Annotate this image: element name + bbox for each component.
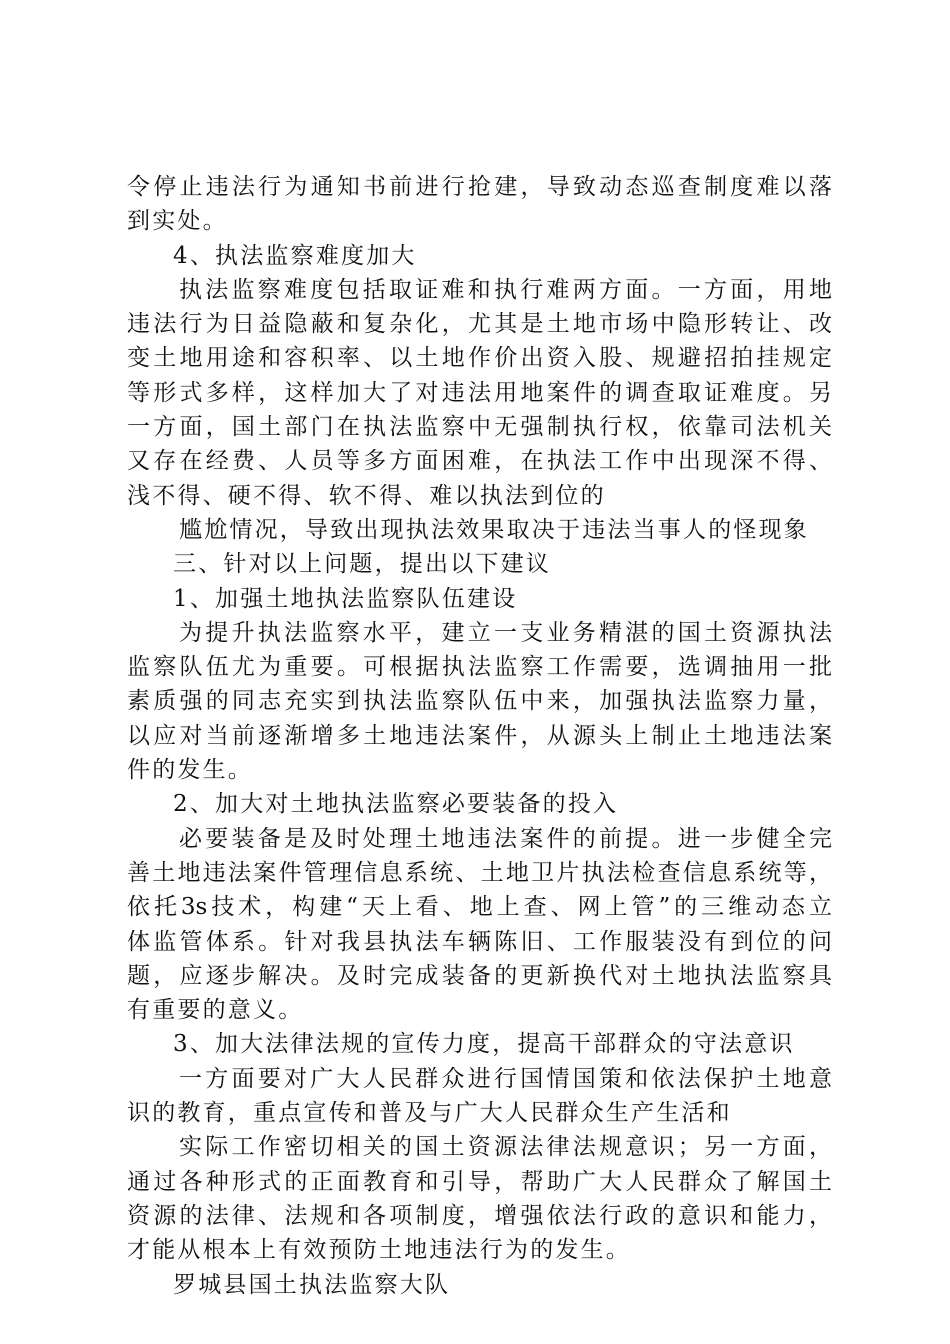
body-text-line: 素质强的同志充实到执法监察队伍中来，加强执法监察力量， — [127, 688, 832, 715]
body-text-line: 以应对当前逐渐增多土地违法案件，从源头上制止土地违法案 — [127, 722, 832, 749]
body-text-line: 浅不得、硬不得、软不得、难以执法到位的 — [127, 482, 606, 509]
body-text-line: 资源的法律、法规和各项制度，增强依法行政的意识和能力， — [127, 1202, 832, 1229]
section-heading: 三、针对以上问题，提出以下建议 — [173, 551, 551, 578]
body-text-line: 实际工作密切相关的国土资源法律法规意识；另一方面， — [179, 1134, 832, 1161]
section-heading: 4、执法监察难度加大 — [173, 242, 417, 269]
body-text-line: 变土地用途和容积率、以土地作价出资入股、规避招拍挂规定 — [127, 345, 832, 372]
body-text-line: 体监管体系。针对我县执法车辆陈旧、工作服装没有到位的问 — [127, 928, 832, 955]
body-text-line: 监察队伍尤为重要。可根据执法监察工作需要，选调抽用一批 — [127, 654, 832, 681]
body-text-line: 又存在经费、人员等多方面困难，在执法工作中出现深不得、 — [127, 448, 832, 475]
body-text-line: 等形式多样，这样加大了对违法用地案件的调查取证难度。另 — [127, 379, 832, 406]
body-text-line: 到实处。 — [127, 208, 228, 235]
signature-line: 罗城县国土执法监察大队 — [173, 1271, 451, 1298]
section-heading: 2、加大对土地执法监察必要装备的投入 — [173, 791, 619, 818]
body-text-line: 有重要的意义。 — [127, 997, 304, 1024]
body-text-line: 令停止违法行为通知书前进行抢建，导致动态巡查制度难以落 — [127, 174, 832, 200]
body-text-line: 为提升执法监察水平，建立一支业务精湛的国土资源执法 — [179, 619, 832, 646]
body-text-line: 执法监察难度包括取证难和执行难两方面。一方面，用地 — [179, 276, 832, 303]
body-text-line: 通过各种形式的正面教育和引导，帮助广大人民群众了解国土 — [127, 1168, 832, 1195]
body-text-line: 必要装备是及时处理土地违法案件的前提。进一步健全完 — [179, 825, 832, 852]
section-heading: 1、加强土地执法监察队伍建设 — [173, 585, 518, 612]
section-heading: 3、加大法律法规的宣传力度，提高干部群众的守法意识 — [173, 1031, 795, 1058]
body-text-line: 违法行为日益隐蔽和复杂化，尤其是土地市场中隐形转让、改 — [127, 311, 832, 338]
body-text-line: 善土地违法案件管理信息系统、土地卫片执法检查信息系统等， — [127, 859, 832, 886]
body-text-line: 题，应逐步解决。及时完成装备的更新换代对土地执法监察具 — [127, 962, 832, 989]
body-text-line: 件的发生。 — [127, 757, 253, 784]
body-text-line: 一方面，国土部门在执法监察中无强制执行权，依靠司法机关 — [127, 414, 832, 441]
body-text-line: 一方面要对广大人民群众进行国情国策和依法保护土地意 — [179, 1065, 832, 1092]
body-text-line: 依托3s技术，构建“天上看、地上查、网上管”的三维动态立 — [127, 894, 832, 921]
body-text-line: 尴尬情况，导致出现执法效果取决于违法当事人的怪现象 — [179, 516, 809, 543]
body-text-line: 识的教育，重点宣传和普及与广大人民群众生产生活和 — [127, 1100, 732, 1127]
document-body — [127, 170, 832, 1302]
body-text-line: 才能从根本上有效预防土地违法行为的发生。 — [127, 1237, 631, 1264]
